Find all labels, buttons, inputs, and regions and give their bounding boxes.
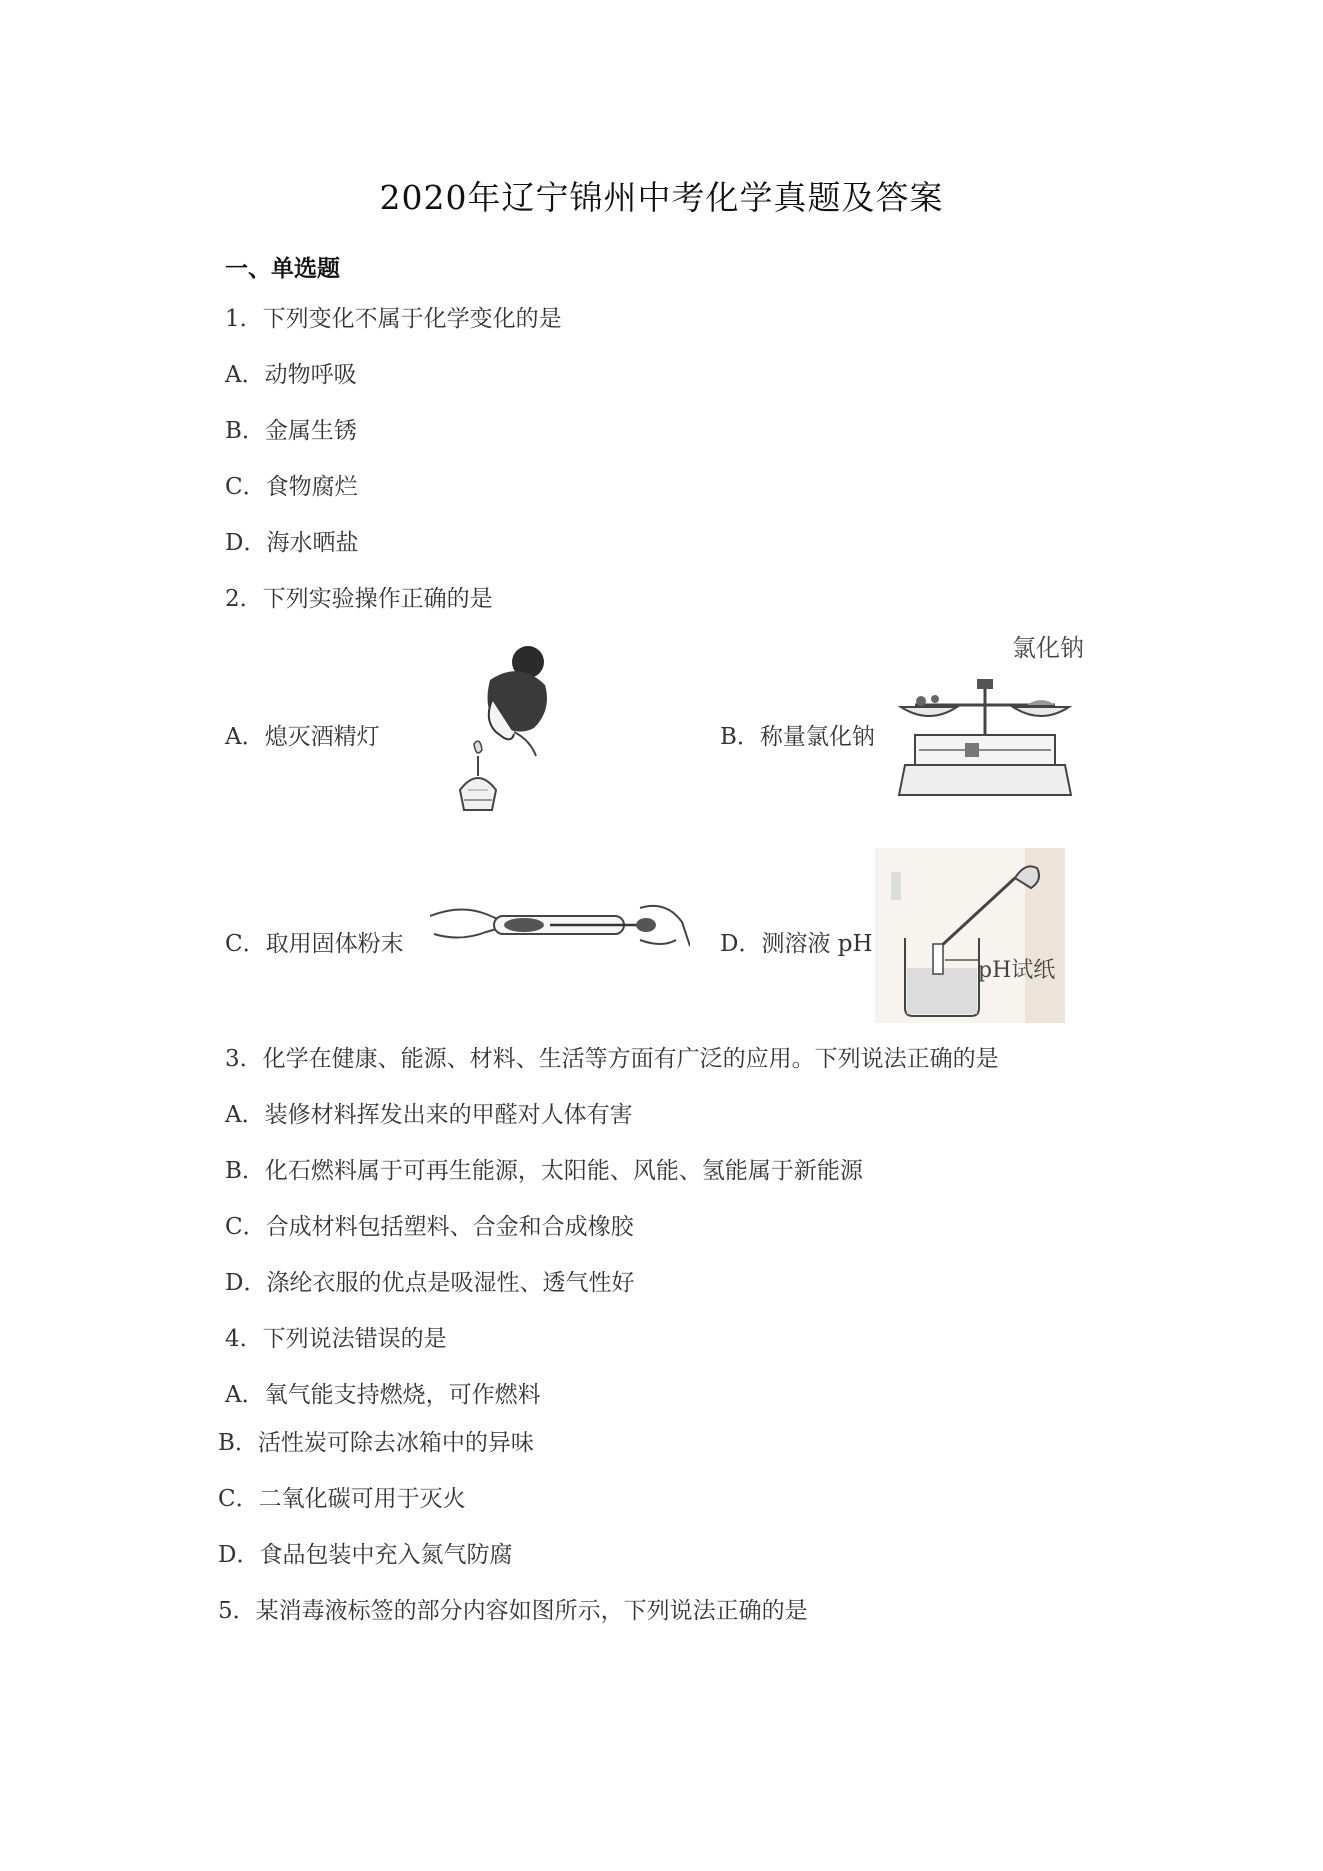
balance-figure [895, 655, 1075, 820]
question-2-option-d: D．测溶液 pH [720, 931, 873, 957]
question-1-option-c: C．食物腐烂 [225, 474, 358, 500]
section-heading: 一、单选题 [225, 255, 340, 282]
question-2-option-a: A．熄灭酒精灯 [225, 724, 380, 750]
question-1-option-a: A．动物呼吸 [225, 362, 357, 388]
question-3-stem: 3．化学在健康、能源、材料、生活等方面有广泛的应用。下列说法正确的是 [225, 1046, 999, 1072]
question-1-option-b: B．金属生锈 [225, 418, 357, 444]
question-3-option-b: B．化石燃料属于可再生能源，太阳能、风能、氢能属于新能源 [225, 1158, 863, 1184]
question-2-option-b: B．称量氯化钠 [720, 724, 875, 750]
question-4-option-b: B．活性炭可除去冰箱中的异味 [218, 1430, 534, 1456]
question-2-stem: 2．下列实验操作正确的是 [225, 586, 493, 612]
question-3-option-d: D．涤纶衣服的优点是吸湿性、透气性好 [225, 1270, 635, 1296]
question-4-option-c: C．二氧化碳可用于灭火 [218, 1486, 466, 1512]
question-1-option-d: D．海水晒盐 [225, 530, 359, 556]
question-1-stem: 1．下列变化不属于化学变化的是 [225, 306, 562, 332]
powder-test-tube-figure [430, 890, 690, 970]
question-4-stem: 4．下列说法错误的是 [225, 1326, 447, 1352]
question-5-stem: 5．某消毒液标签的部分内容如图所示，下列说法正确的是 [218, 1598, 808, 1624]
question-2-option-c: C．取用固体粉末 [225, 931, 404, 957]
blow-out-alcohol-lamp-figure [430, 640, 560, 820]
question-4-option-d: D．食品包装中充入氮气防腐 [218, 1542, 513, 1568]
ph-measurement-figure [875, 848, 1065, 1023]
ph-paper-label: pH试纸 [978, 958, 1056, 983]
question-3-option-c: C．合成材料包括塑料、合金和合成橡胶 [225, 1214, 634, 1240]
question-3-option-a: A．装修材料挥发出来的甲醛对人体有害 [225, 1102, 633, 1128]
page-title: 2020年辽宁锦州中考化学真题及答案 [379, 178, 944, 217]
balance-label: 氯化钠 [1012, 634, 1084, 662]
question-4-option-a: A．氧气能支持燃烧，可作燃料 [225, 1382, 541, 1408]
